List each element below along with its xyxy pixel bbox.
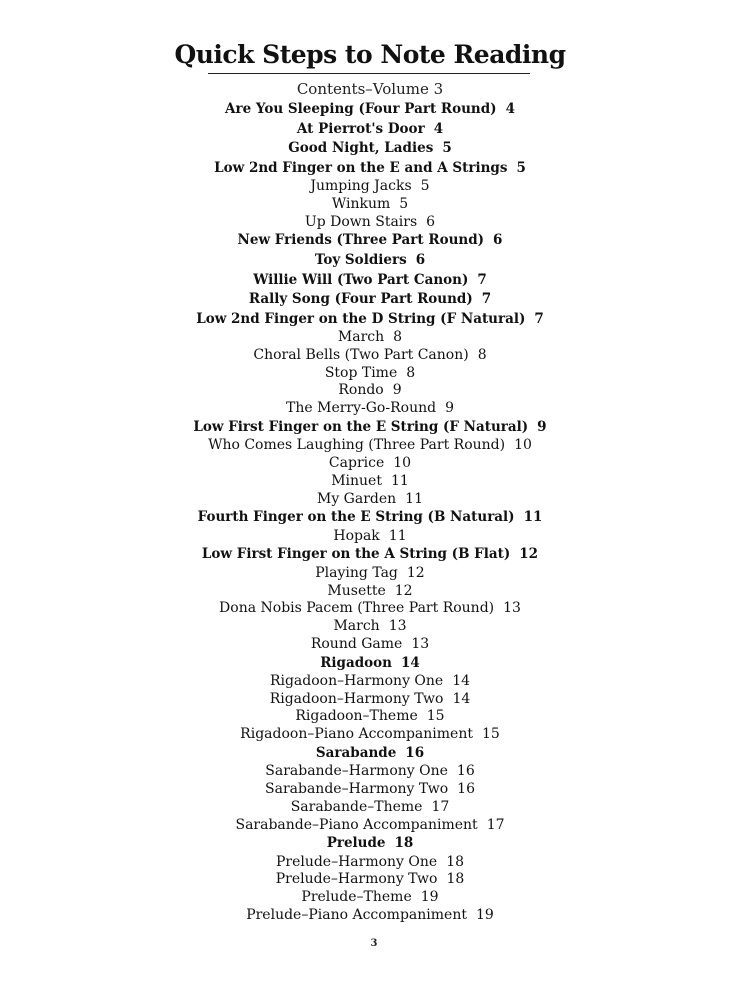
toc-entry-page: 10 <box>514 437 532 454</box>
toc-entry <box>0 382 740 400</box>
toc-entry <box>0 781 740 799</box>
toc-entry-page: 6 <box>426 213 436 230</box>
toc-entry <box>0 600 740 618</box>
toc-entry <box>0 196 740 214</box>
toc-entry <box>0 120 740 140</box>
toc-entry-page: 18 <box>446 871 465 888</box>
toc-entry-page: 8 <box>393 329 403 346</box>
toc-entry-title: Musette <box>327 582 386 599</box>
toc-entry-page: 16 <box>457 781 475 798</box>
toc-entry-page: 17 <box>486 816 505 833</box>
toc-entry-page: 6 <box>415 252 426 269</box>
toc-entry-page: 11 <box>390 472 409 489</box>
toc-entry-page: 12 <box>394 582 413 599</box>
toc-entry <box>0 310 740 330</box>
toc-entry-title: Minuet <box>331 472 382 489</box>
toc-entry <box>0 214 740 232</box>
toc-entry-page: 5 <box>420 178 430 195</box>
toc-entry-page: 7 <box>481 291 492 308</box>
toc-entry-page: 7 <box>477 271 487 288</box>
toc-entry <box>0 834 740 854</box>
toc-entry-title: Prelude–Piano Accompaniment <box>246 906 467 923</box>
toc-entry <box>0 418 740 438</box>
toc-entry-title: New Friends (Three Part Round) <box>237 232 485 249</box>
toc-entry-title: The Merry-Go-Round <box>286 400 437 417</box>
toc-entry-page: 19 <box>475 906 494 923</box>
toc-entry <box>0 178 740 196</box>
toc-entry <box>0 871 740 889</box>
toc-entry <box>0 329 740 347</box>
toc-entry-title: Are You Sleeping (Four Part Round) <box>225 101 497 117</box>
toc-entry-title: Winkum <box>331 196 391 213</box>
toc-entry-page: 12 <box>406 565 425 582</box>
title-underline <box>208 73 530 74</box>
toc-entry-page: 17 <box>431 798 450 815</box>
toc-entry <box>0 437 740 455</box>
toc-entry-page: 15 <box>481 726 500 743</box>
toc-entry <box>0 744 740 764</box>
toc-entry-title: Sarabande–Theme <box>290 798 423 815</box>
toc-entry-title: Prelude–Harmony One <box>275 853 438 870</box>
toc-entry-title: Hopak <box>333 527 380 544</box>
toc-entry-page: 18 <box>394 835 414 852</box>
toc-entry-title: Low First Finger on the A String (B Flat) <box>201 546 511 563</box>
toc-entry <box>0 271 740 291</box>
toc-entry-title: Rigadoon–Harmony One <box>269 673 444 690</box>
toc-entry-title: Rally Song (Four Part Round) <box>248 291 473 308</box>
toc-entry-title: At Pierrot's Door <box>296 120 425 137</box>
toc-entry-page: 13 <box>388 618 407 635</box>
toc-entry-page: 11 <box>523 509 543 526</box>
toc-entry-page: 10 <box>393 455 412 472</box>
toc-entry <box>0 545 740 565</box>
toc-entry-title: Fourth Finger on the E String (B Natural) <box>197 509 515 526</box>
toc-entry-page: 6 <box>493 232 503 249</box>
table-of-contents <box>0 100 740 925</box>
toc-entry-title: Dona Nobis Pacem (Three Part Round) <box>219 600 495 617</box>
toc-entry-page: 5 <box>442 140 452 157</box>
toc-entry-page: 13 <box>503 600 521 617</box>
toc-entry <box>0 159 740 179</box>
toc-entry-page: 11 <box>405 490 423 507</box>
toc-entry-title: Prelude–Harmony Two <box>275 871 438 888</box>
toc-entry-page: 15 <box>426 708 445 725</box>
toc-entry-page: 8 <box>406 364 416 381</box>
toc-entry <box>0 618 740 636</box>
toc-entry <box>0 365 740 383</box>
toc-entry-page: 4 <box>505 101 515 117</box>
toc-entry <box>0 817 740 835</box>
toc-entry-page: 5 <box>516 159 526 176</box>
toc-entry <box>0 508 740 528</box>
toc-entry <box>0 400 740 418</box>
toc-entry-title: Sarabande <box>315 744 397 761</box>
toc-entry <box>0 347 740 365</box>
toc-entry-title: Prelude–Theme <box>301 889 412 906</box>
contents-subtitle: Contents–Volume 3 <box>296 80 444 98</box>
toc-entry <box>0 654 740 674</box>
toc-entry <box>0 691 740 709</box>
toc-entry-title: Rondo <box>338 382 384 399</box>
toc-entry-title: Round Game <box>310 635 403 652</box>
toc-entry-page: 14 <box>452 690 471 707</box>
toc-entry-page: 18 <box>446 853 465 870</box>
toc-entry-page: 12 <box>519 546 539 563</box>
toc-entry-title: Rigadoon <box>320 654 392 671</box>
page-title: Quick Steps to Note Reading <box>174 40 566 69</box>
toc-entry-page: 8 <box>477 347 487 364</box>
toc-entry-page: 14 <box>452 673 471 690</box>
toc-entry-title: Jumping Jacks <box>310 178 412 195</box>
toc-entry-title: Low 2nd Finger on the E and A Strings <box>214 159 508 176</box>
toc-entry <box>0 473 740 491</box>
toc-entry-title: Choral Bells (Two Part Canon) <box>253 347 469 364</box>
toc-entry <box>0 763 740 781</box>
toc-entry-title: Rigadoon–Theme <box>295 708 418 725</box>
toc-entry <box>0 251 740 271</box>
toc-entry-page: 7 <box>534 310 544 327</box>
toc-entry-title: Up Down Stairs <box>304 213 418 230</box>
toc-entry-page: 9 <box>392 382 402 399</box>
toc-entry <box>0 726 740 744</box>
toc-entry-page: 14 <box>401 654 420 671</box>
toc-entry-title: March <box>333 618 380 635</box>
toc-entry-title: My Garden <box>316 490 397 507</box>
toc-entry-title: Rigadoon–Piano Accompaniment <box>240 726 473 743</box>
toc-entry <box>0 231 740 251</box>
toc-entry-page: 16 <box>456 763 475 780</box>
toc-entry-title: Sarabande–Piano Accompaniment <box>235 816 478 833</box>
toc-entry <box>0 455 740 473</box>
toc-entry-page: 9 <box>445 400 454 417</box>
toc-entry-page: 11 <box>388 527 407 544</box>
toc-entry-title: Good Night, Ladies <box>288 140 434 157</box>
toc-entry-title: Caprice <box>328 455 385 472</box>
toc-entry-page: 9 <box>537 418 547 435</box>
toc-entry-page: 5 <box>399 196 409 213</box>
toc-entry-title: Toy Soldiers <box>314 252 407 269</box>
toc-entry <box>0 139 740 159</box>
toc-entry <box>0 799 740 817</box>
toc-entry <box>0 290 740 310</box>
toc-entry <box>0 907 740 925</box>
toc-entry <box>0 491 740 509</box>
toc-entry-page: 13 <box>411 635 430 652</box>
toc-entry-title: Rigadoon–Harmony Two <box>269 690 444 707</box>
toc-entry-title: Stop Time <box>324 364 398 381</box>
toc-entry-title: Playing Tag <box>315 565 398 582</box>
toc-entry-title: Sarabande–Harmony One <box>265 763 448 780</box>
toc-entry-page: 16 <box>405 744 425 761</box>
toc-entry <box>0 528 740 546</box>
toc-entry-title: Low 2nd Finger on the D String (F Natural) <box>196 310 526 327</box>
toc-entry <box>0 565 740 583</box>
toc-entry-title: Sarabande–Harmony Two <box>265 781 449 798</box>
toc-entry-title: Low First Finger on the E String (F Natural) <box>193 418 529 435</box>
toc-entry-title: Who Comes Laughing (Three Part Round) <box>208 437 506 454</box>
toc-entry <box>0 708 740 726</box>
toc-entry <box>0 673 740 691</box>
toc-entry <box>0 583 740 601</box>
toc-entry-title: Prelude <box>326 835 386 852</box>
toc-entry <box>0 636 740 654</box>
toc-entry <box>0 100 740 120</box>
toc-entry <box>0 889 740 907</box>
toc-entry <box>0 854 740 872</box>
toc-entry-title: March <box>337 329 385 346</box>
page-number: 3 <box>370 938 378 949</box>
toc-entry-page: 19 <box>420 889 439 906</box>
toc-entry-page: 4 <box>433 120 444 137</box>
toc-entry-title: Willie Will (Two Part Canon) <box>253 271 469 288</box>
